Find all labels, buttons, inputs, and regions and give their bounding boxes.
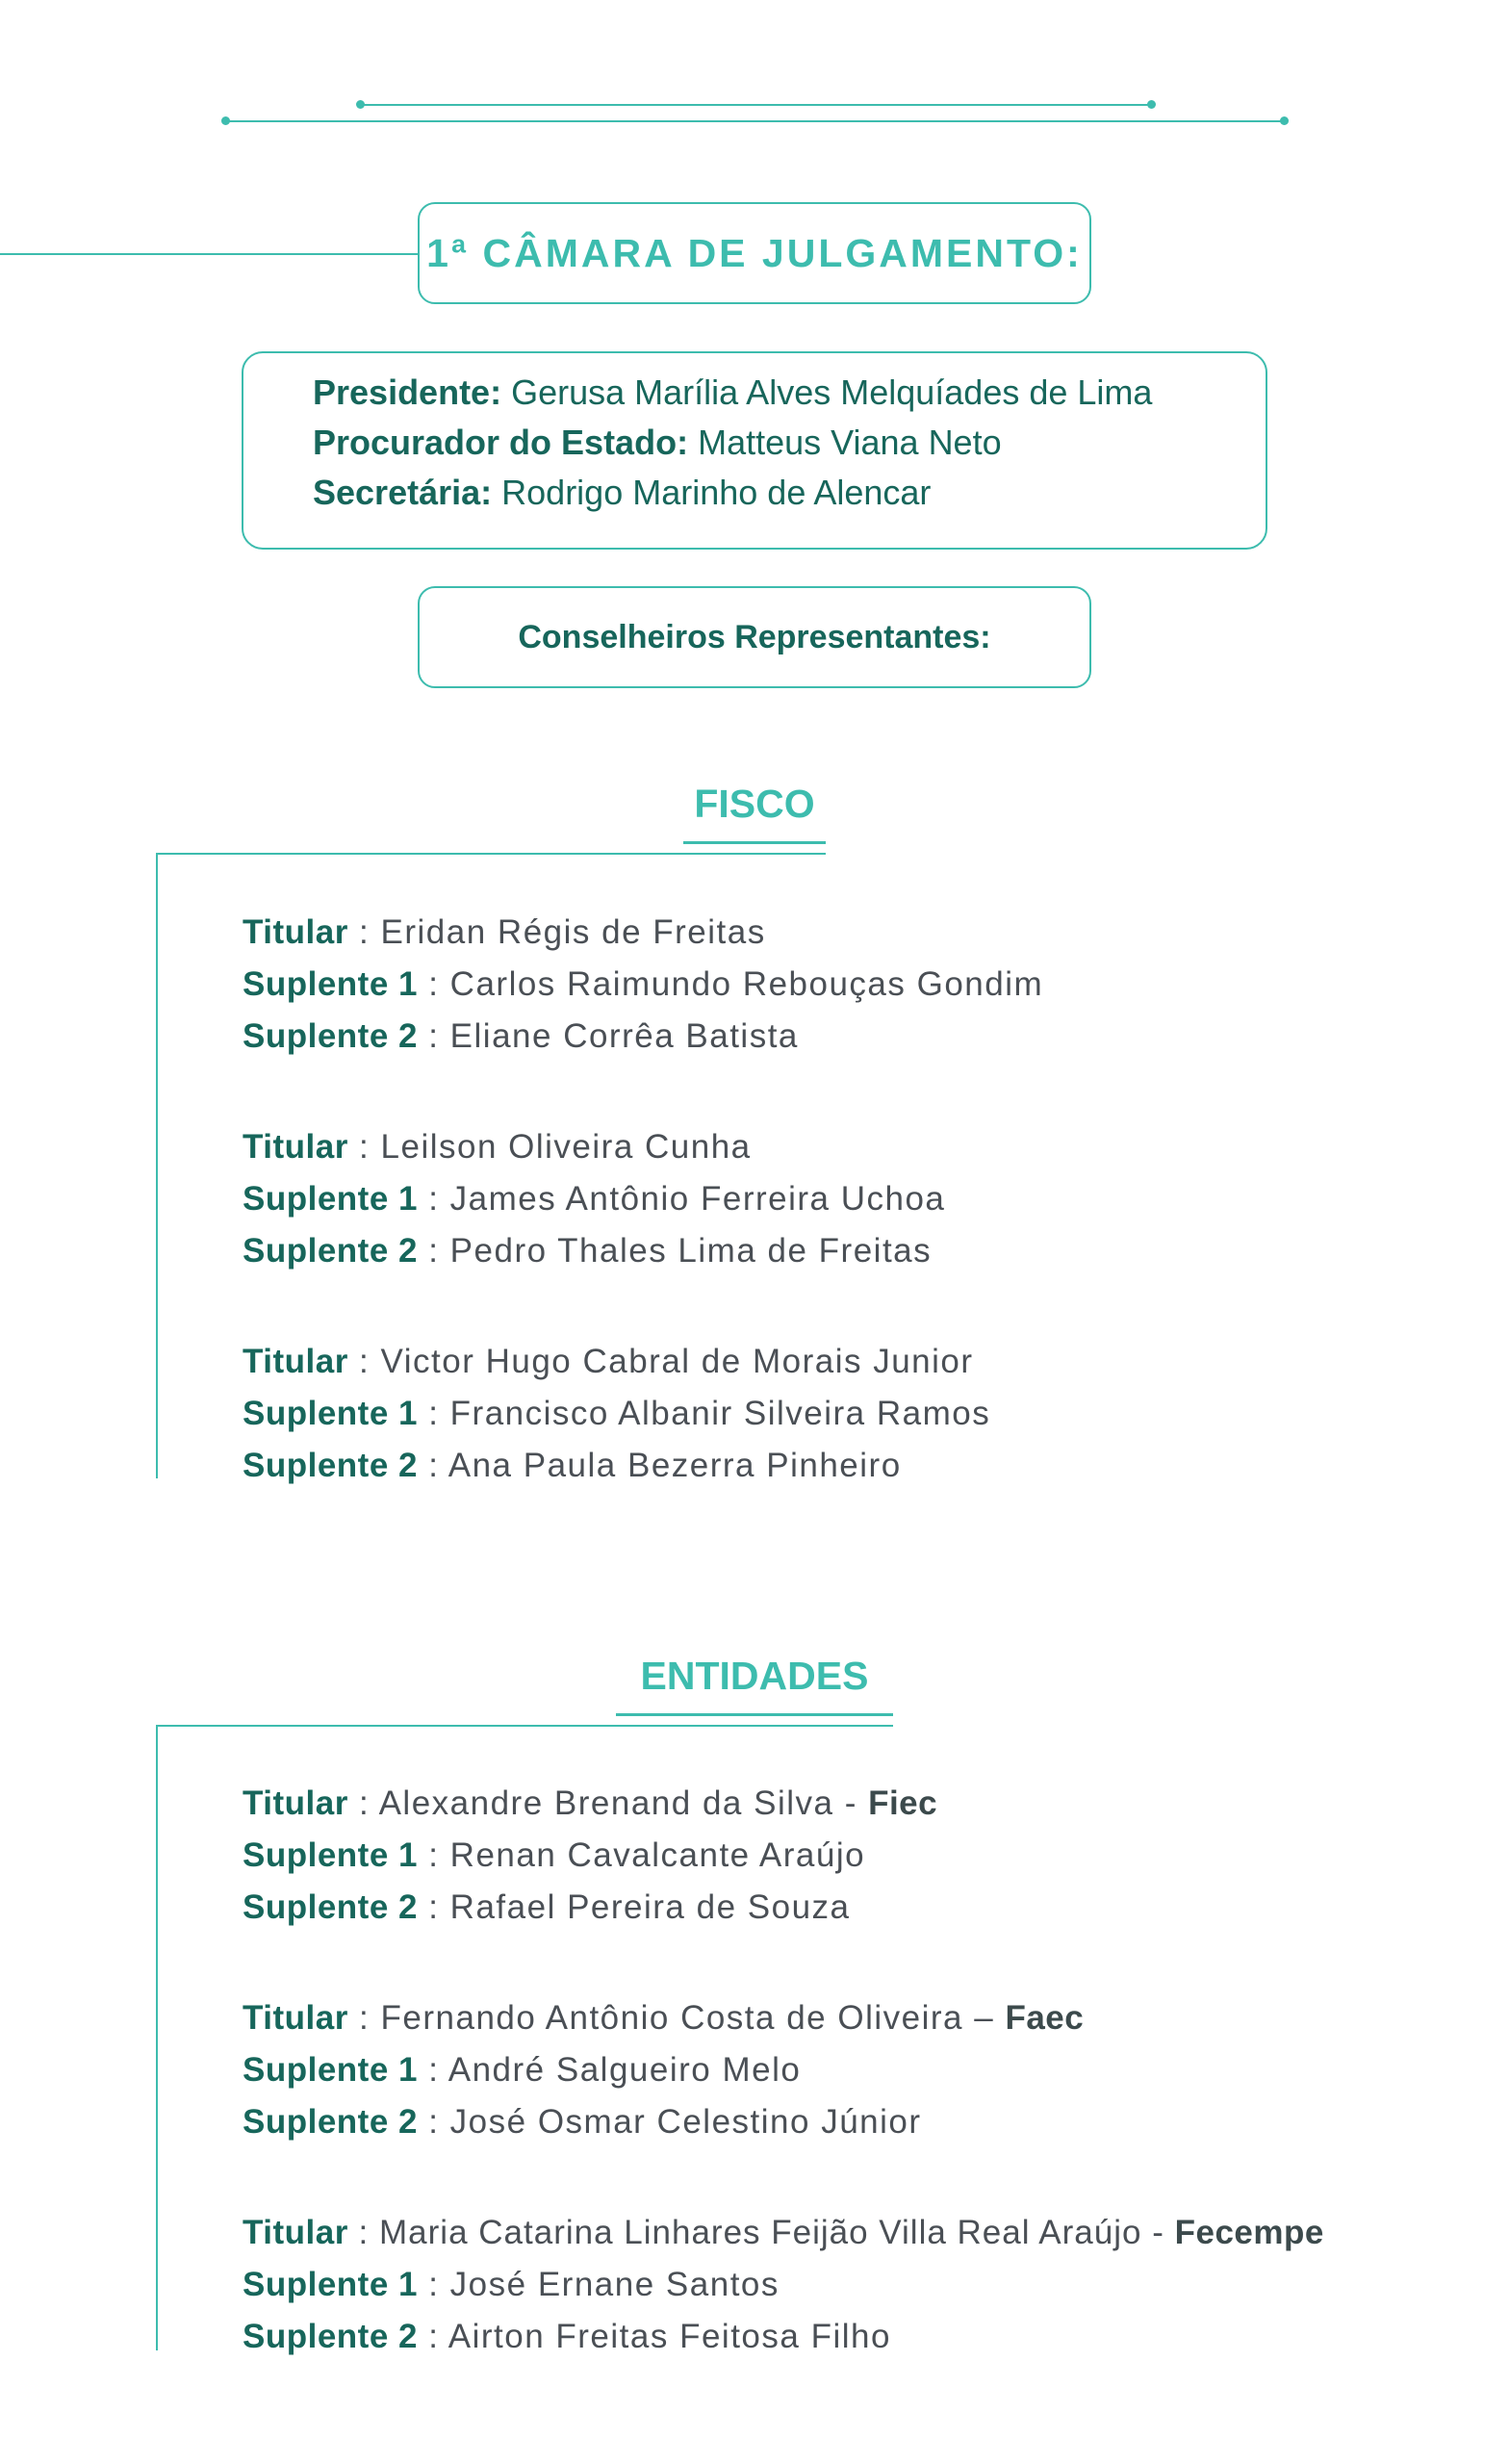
entidades-title: ENTIDADES	[640, 1654, 869, 1698]
entidades-title-underline	[616, 1713, 893, 1716]
member-name: Renan Cavalcante Araújo	[449, 1836, 866, 1874]
member-role: Titular	[243, 2214, 348, 2251]
officer-name: Rodrigo Marinho de Alencar	[501, 473, 932, 512]
member-role: Titular	[243, 1999, 348, 2037]
member-org: Fecempe	[1174, 2214, 1324, 2251]
camara-connector-line	[0, 253, 420, 255]
officer-role: Presidente	[313, 372, 491, 412]
member-row: Suplente 1 : Renan Cavalcante Araújo	[243, 1836, 866, 1874]
member-row: Suplente 2 : Pedro Thales Lima de Freitas	[243, 1232, 933, 1270]
officer-secretaria: Secretária: Rodrigo Marinho de Alencar	[313, 473, 932, 512]
member-row: Suplente 1 : Francisco Albanir Silveira Ramos	[243, 1395, 991, 1432]
member-row: Titular : Eridan Régis de Freitas	[243, 913, 766, 951]
member-row: Suplente 2 : Airton Freitas Feitosa Filho	[243, 2318, 891, 2355]
fisco-bracket-top	[156, 853, 826, 855]
member-role: Suplente 1	[243, 2266, 418, 2303]
member-row: Suplente 2 : Eliane Corrêa Batista	[243, 1017, 799, 1055]
member-role: Suplente 2	[243, 1888, 418, 1926]
member-name: Eliane Corrêa Batista	[449, 1017, 799, 1055]
member-row: Titular : Fernando Antônio Costa de Oliveira – Faec	[243, 1999, 1085, 2037]
top-decor-line-inner	[360, 104, 1151, 106]
officer-procurador: Procurador do Estado: Matteus Viana Neto	[313, 423, 1002, 462]
officer-name: Matteus Viana Neto	[698, 423, 1002, 462]
member-role: Suplente 1	[243, 1395, 418, 1432]
member-name: Pedro Thales Lima de Freitas	[449, 1232, 933, 1270]
member-row: Suplente 2 : José Osmar Celestino Júnior	[243, 2103, 922, 2141]
officers-box	[242, 351, 1267, 550]
member-role: Titular	[243, 1343, 348, 1380]
member-role: Suplente 1	[243, 1836, 418, 1874]
member-name: James Antônio Ferreira Uchoa	[449, 1180, 946, 1218]
officer-role: Procurador do Estado	[313, 423, 678, 462]
member-role: Suplente 2	[243, 1232, 418, 1270]
member-name: Alexandre Brenand da Silva -	[378, 1784, 869, 1822]
member-name: André Salgueiro Melo	[448, 2051, 802, 2089]
member-row: Suplente 1 : Carlos Raimundo Rebouças Gondim	[243, 965, 1044, 1003]
member-name: Francisco Albanir Silveira Ramos	[449, 1395, 991, 1432]
member-role: Suplente 2	[243, 2103, 418, 2141]
member-name: José Ernane Santos	[449, 2266, 780, 2303]
top-decor-dot	[1280, 116, 1289, 125]
member-row: Titular : Leilson Oliveira Cunha	[243, 1128, 752, 1166]
member-role: Suplente 2	[243, 1017, 418, 1055]
member-org: Faec	[1005, 1999, 1085, 2037]
member-role: Suplente 2	[243, 1447, 418, 1484]
top-decor-line-outer	[225, 120, 1284, 122]
member-row: Titular : Maria Catarina Linhares Feijão Villa Real Araújo - Fecempe	[243, 2214, 1324, 2251]
member-org: Fiec	[868, 1784, 938, 1822]
member-role: Suplente 1	[243, 965, 418, 1003]
member-name: Fernando Antônio Costa de Oliveira –	[380, 1999, 1006, 2037]
member-name: Ana Paula Bezerra Pinheiro	[448, 1447, 902, 1484]
top-decor-dot	[356, 100, 365, 109]
entidades-bracket-top	[156, 1725, 893, 1727]
conselheiros-box	[418, 586, 1091, 688]
member-row: Suplente 2 : Ana Paula Bezerra Pinheiro	[243, 1447, 902, 1484]
member-name: Carlos Raimundo Rebouças Gondim	[449, 965, 1044, 1003]
member-row: Suplente 1 : André Salgueiro Melo	[243, 2051, 802, 2089]
top-decor-dot	[221, 116, 230, 125]
member-name: Victor Hugo Cabral de Morais Junior	[380, 1343, 974, 1380]
member-row: Suplente 1 : James Antônio Ferreira Uchoa	[243, 1180, 946, 1218]
member-name: Leilson Oliveira Cunha	[380, 1128, 752, 1166]
member-role: Suplente 1	[243, 1180, 418, 1218]
member-role: Titular	[243, 1784, 348, 1822]
member-name: Eridan Régis de Freitas	[380, 913, 766, 951]
camara-title: 1ª CÂMARA DE JULGAMENTO:	[426, 230, 1083, 275]
conselheiros-label: Conselheiros Representantes:	[518, 618, 991, 655]
fisco-title-underline	[683, 841, 826, 844]
fisco-group-3	[243, 1336, 990, 1492]
entidades-group-2	[243, 1992, 1084, 2148]
fisco-group-2	[243, 1121, 945, 1277]
member-name: Maria Catarina Linhares Feijão Villa Real Araújo -	[379, 2214, 1175, 2251]
member-name: José Osmar Celestino Júnior	[449, 2103, 922, 2141]
member-role: Suplente 1	[243, 2051, 418, 2089]
member-name: Airton Freitas Feitosa Filho	[448, 2318, 891, 2355]
officer-president: Presidente: Gerusa Marília Alves Melquíades de Lima	[313, 372, 1153, 412]
member-role: Suplente 2	[243, 2318, 418, 2355]
entidades-group-1	[243, 1778, 937, 1934]
camara-title-box	[418, 202, 1091, 304]
member-role: Titular	[243, 1128, 348, 1166]
fisco-group-1	[243, 907, 1043, 1063]
top-decor-dot	[1147, 100, 1156, 109]
member-name: Rafael Pereira de Souza	[449, 1888, 851, 1926]
entidades-bracket-side	[156, 1725, 158, 2350]
member-role: Titular	[243, 913, 348, 951]
entidades-group-3	[243, 2207, 1324, 2363]
fisco-title: FISCO	[694, 782, 815, 826]
fisco-bracket-side	[156, 853, 158, 1478]
member-row: Titular : Victor Hugo Cabral de Morais Junior	[243, 1343, 974, 1380]
officer-role: Secretária	[313, 473, 481, 512]
officer-name: Gerusa Marília Alves Melquíades de Lima	[511, 372, 1153, 412]
member-row: Titular : Alexandre Brenand da Silva - Fiec	[243, 1784, 938, 1822]
member-row: Suplente 2 : Rafael Pereira de Souza	[243, 1888, 851, 1926]
member-row: Suplente 1 : José Ernane Santos	[243, 2266, 780, 2303]
